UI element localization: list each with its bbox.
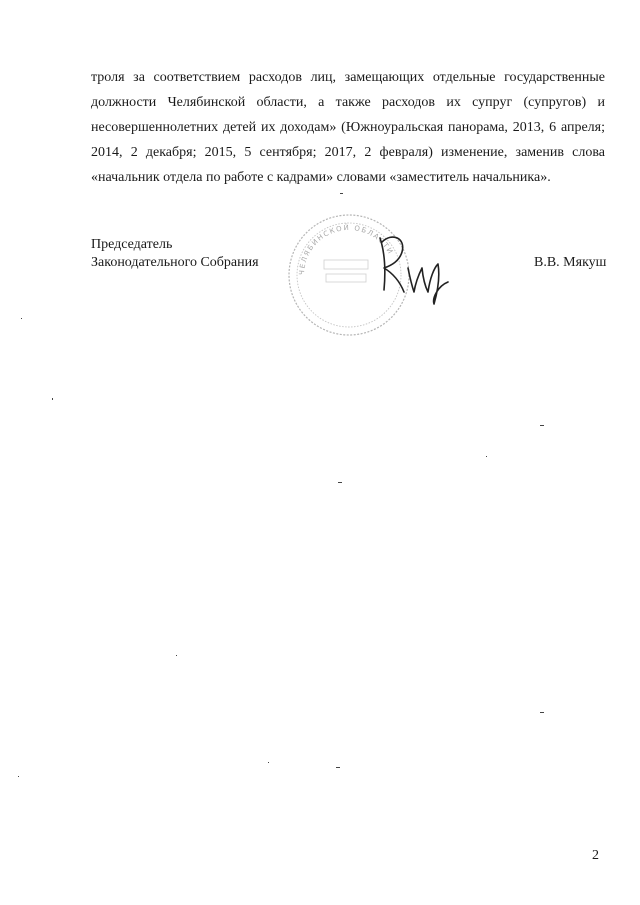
seal-text: ЧЕЛЯБИНСКОЙ ОБЛАСТИ xyxy=(297,223,395,276)
signatory-title-line2: Законодательного Собрания xyxy=(91,255,259,270)
scan-speck xyxy=(340,193,343,194)
scan-speck xyxy=(176,655,177,656)
scan-speck xyxy=(336,767,340,768)
signatory-name: В.В. Мякуш xyxy=(534,255,607,270)
scan-speck xyxy=(540,425,544,426)
signatory-title xyxy=(91,236,259,272)
handwritten-signature-icon xyxy=(368,228,468,308)
scan-speck xyxy=(486,456,487,457)
body-text xyxy=(91,65,605,190)
scan-speck xyxy=(52,398,53,400)
signatory-title-line1: Председатель xyxy=(91,237,173,252)
scan-speck xyxy=(338,482,342,483)
scan-speck xyxy=(268,762,269,763)
paragraph: троля за соответствием расходов лиц, замещающих отдельные государственные должности Челябинской области, а также расходов их супруг (супругов) и несовершеннолетних детей их доходам» (Южноуральская панорама, 2013, 6 апреля; 2014, 2 декабря; 2015, 5 сентября; 2017, 2 февраля) изменение, заменив слова «начальник отдела по работе с кадрами» словами «заместитель начальника». xyxy=(91,70,605,185)
scan-speck xyxy=(540,712,544,713)
scan-speck xyxy=(21,318,22,319)
page-number: 2 xyxy=(592,848,599,863)
scan-speck xyxy=(18,776,19,777)
